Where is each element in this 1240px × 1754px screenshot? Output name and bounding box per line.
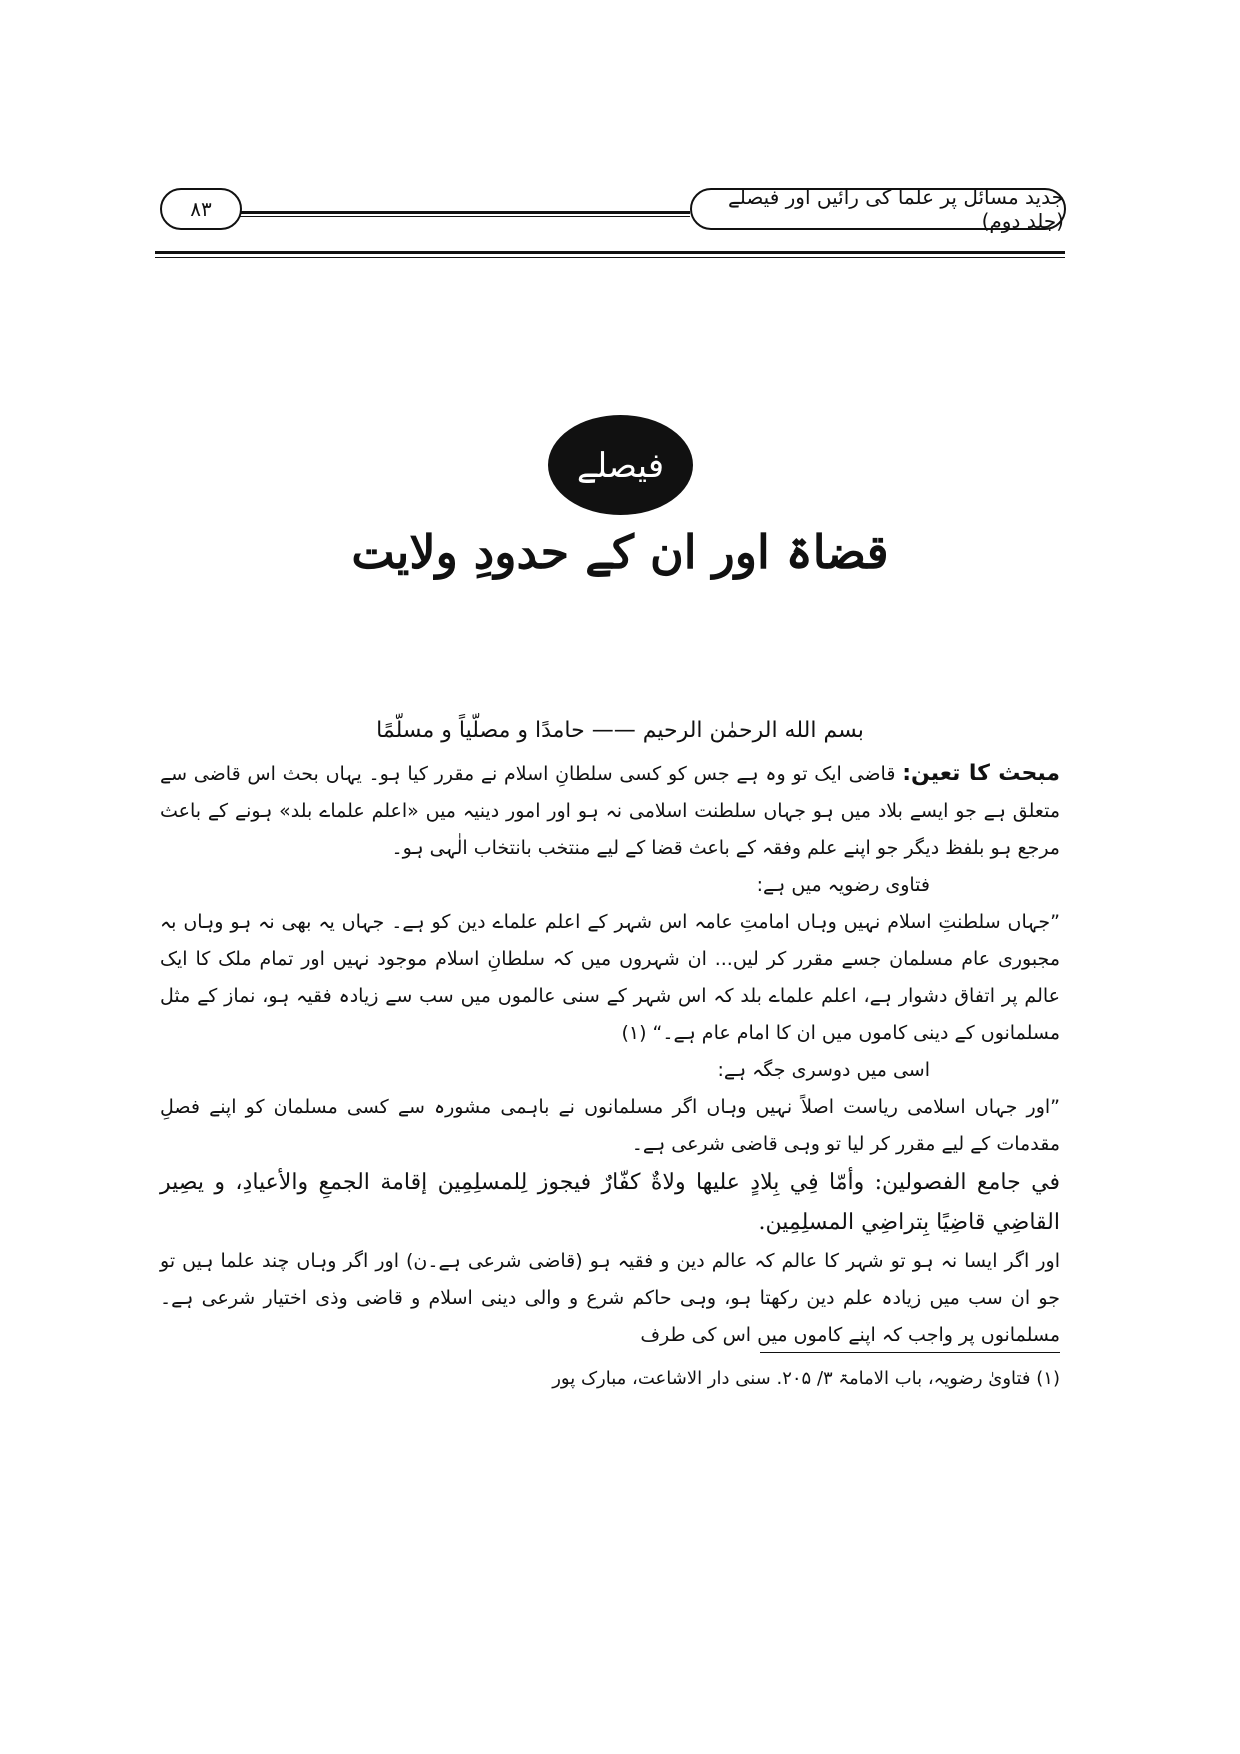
body-text [160, 755, 1060, 1354]
arabic-quote: في جامع الفصولين: وأمّا فِي بِلادٍ عليها ولاةٌ كفّارٌ فيجوز لِلمسلِمِين إقامة الجمعِ والأعيادِ، و يصِير القاضِي قاضِيًا بِتراضِي المسلِمِين. [160, 1170, 1060, 1235]
footnote: (۱) فتاویٰ رضویہ، باب الامامۃ ۳/ ۲۰۵. سنی دار الاشاعت، مبارک پور [552, 1368, 1060, 1389]
chapter-title: قضاۃ اور ان کے حدودِ ولایت [351, 525, 889, 579]
paragraph-text: قاضی ایک تو وہ ہے جس کو کسی سلطانِ اسلام نے مقرر کیا ہو۔ یہاں بحث اس قاضی سے متعلق ہے جو ایسے بلاد میں ہو جہاں سلطنت اسلامی نہ ہو اور امور دینیہ میں «اعلم علماے بلد» ہونے کے باعث مرجع ہو بلفظ دیگر جو اپنے علم وفقہ کے باعث قضا کے لیے منتخب بانتخاب الٰہی ہو۔ [160, 763, 1060, 859]
header-divider [155, 257, 1065, 258]
header-rule [240, 211, 690, 214]
paragraph: اسی میں دوسری جگہ ہے: [717, 1059, 930, 1081]
paragraph-heading: مبحث کا تعین: [902, 761, 1060, 786]
section-logo: فیصلے [548, 415, 693, 515]
footnote-rule [760, 1352, 1060, 1353]
quote-paragraph: ”اور جہاں اسلامی ریاست اصلاً نہیں وہاں اگر مسلمانوں نے باہمی مشورہ سے کسی مسلمان کو اپنے فصلِ مقدمات کے لیے مقرر کر لیا تو وہی قاضی شرعی ہے۔ [160, 1096, 1060, 1155]
paragraph: اور اگر ایسا نہ ہو تو شہر کا عالم کہ عالم دین و فقیہ ہو (قاضی شرعی ہے۔ن) اور اگر وہاں چند علما ہیں تو جو ان سب میں زیادہ علم دین رکھتا ہو، وہی حاکم شرع و والی دینی اسلام و قاضی وذی اختیار شرعی ہے۔ مسلمانوں پر واجب کہ اپنے کاموں میں اس کی طرف [160, 1250, 1060, 1346]
bismillah: بسم الله الرحمٰن الرحیم —— حامدًا و مصلّیاً و مسلّمًا [376, 718, 864, 743]
quote-paragraph: ”جہاں سلطنتِ اسلام نہیں وہاں امامتِ عامہ اس شہر کے اعلم علماے دین کو ہے۔ جہاں یہ بھی نہ ہو وہاں بہ مجبوری عام مسلمان جسے مقرر کر لیں... ان شہروں میں کہ سلطانِ اسلام موجود نہیں اور تمام ملک کا ایک عالم پر اتفاق دشوار ہے، اعلم علماے بلد کہ اس شہر کے سنی عالموں میں سب سے زیادہ فقیہ ہو، نماز کے مثل مسلمانوں کے دینی کاموں میں ان کا امام عام ہے۔“ (۱) [160, 911, 1060, 1044]
running-title: جدید مسائل پر علما کی رائیں اور فیصلے (جلد دوم) [690, 188, 1066, 230]
header-rule [240, 216, 690, 217]
paragraph: فتاوی رضویہ میں ہے: [756, 874, 930, 896]
header-divider [155, 251, 1065, 254]
paragraph [160, 755, 1060, 867]
page-number: ۸۳ [160, 188, 242, 230]
